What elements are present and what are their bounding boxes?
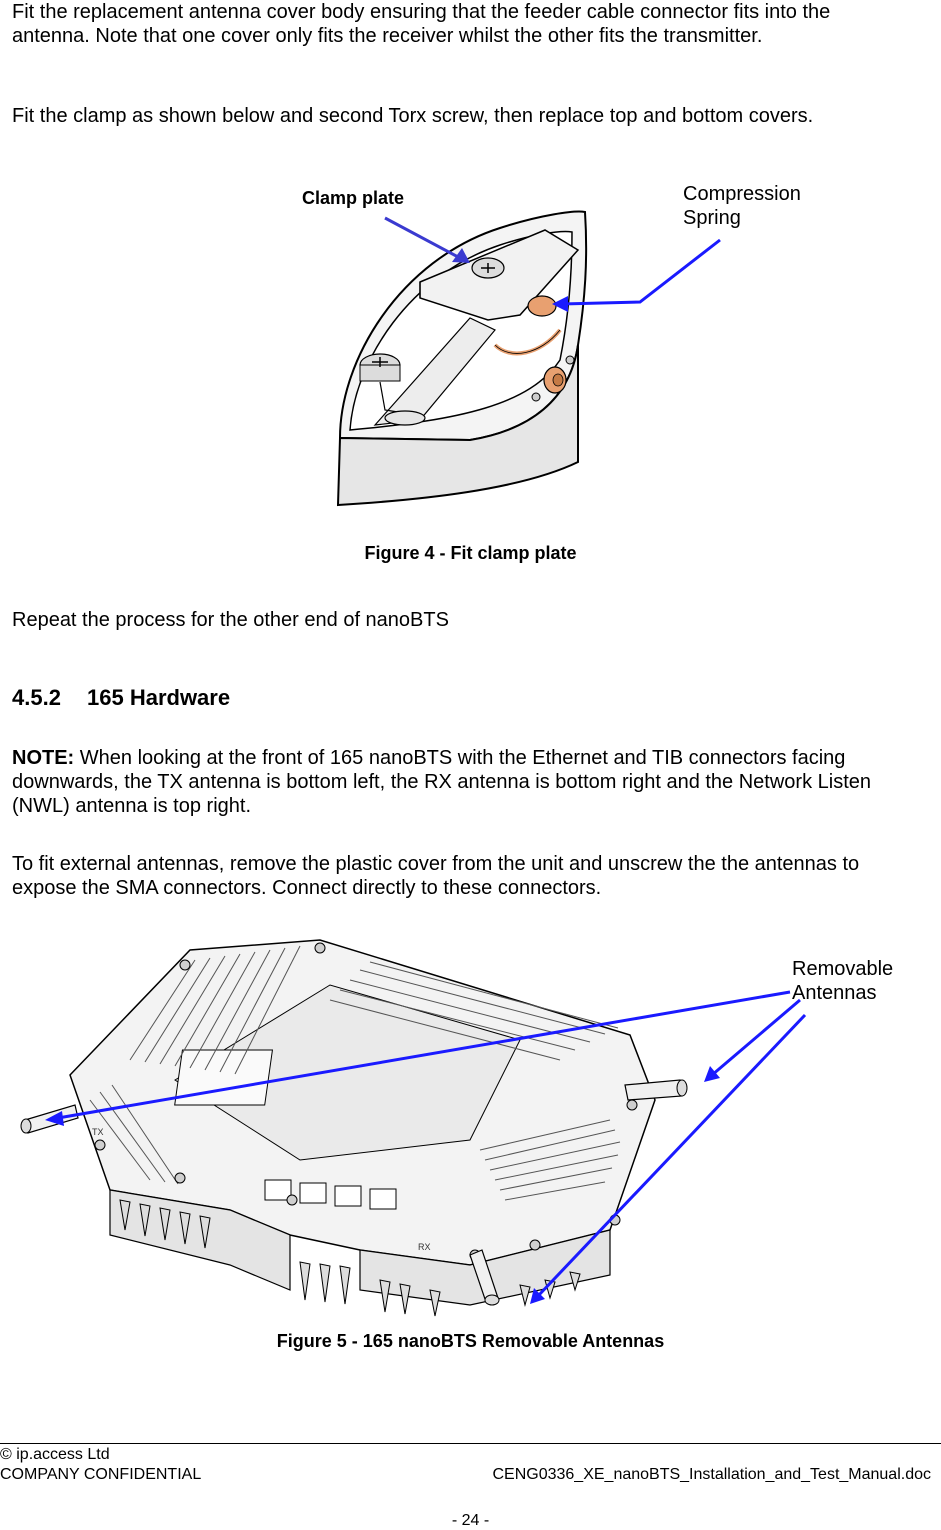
callout-spring-line2: Spring: [683, 207, 741, 229]
paragraph-repeat: Repeat the process for the other end of nanoBTS: [12, 609, 449, 631]
callout-removable-antennas: [792, 957, 893, 1005]
paragraph-cover-fit: Fit the replacement antenna cover body ensuring that the feeder cable connector fits into the antenna. Note that one cover only fits the receiver whilst the other fits the transmitter.: [12, 1, 831, 47]
callout-antennas-line2: Antennas: [792, 982, 877, 1004]
callout-clamp-plate: Clamp plate: [302, 188, 405, 208]
tx-label: TX: [92, 1127, 104, 1137]
page-number: - 24 -: [451, 1512, 490, 1529]
rx-label: RX: [418, 1242, 431, 1252]
note-text: When looking at the front of 165 nanoBTS with the Ethernet and TIB connectors facing downwards, the TX antenna is bottom left, the RX antenna is bottom right and the Network Listen (NWL) antenna is top right.: [12, 747, 872, 817]
footer-company: © ip.access Ltd: [0, 1446, 110, 1463]
paragraph-clamp-fit: Fit the clamp as shown below and second Torx screw, then replace top and bottom covers.: [12, 105, 814, 127]
callout-antennas-line1: Removable: [792, 958, 894, 980]
footer-confidential: COMPANY CONFIDENTIAL: [0, 1466, 202, 1483]
footer-divider: [0, 1443, 941, 1444]
figure-4-caption: Figure 4 - Fit clamp plate: [364, 543, 577, 563]
callout-spring-line1: Compression: [683, 183, 801, 205]
section-number: 4.5.2: [12, 685, 61, 710]
note-label: NOTE:: [12, 747, 75, 769]
paragraph-external-antennas: To fit external antennas, remove the plastic cover from the unit and unscrew the the antennas to expose the SMA connectors. Connect directly to these connectors.: [12, 853, 860, 899]
arrow-to-nwl-antenna: [712, 1000, 800, 1075]
footer-filename: CENG0336_XE_nanoBTS_Installation_and_Test_Manual.doc: [492, 1466, 931, 1483]
figure-5-caption: Figure 5 - 165 nanoBTS Removable Antennas: [276, 1331, 665, 1351]
section-title: 165 Hardware: [87, 685, 231, 710]
